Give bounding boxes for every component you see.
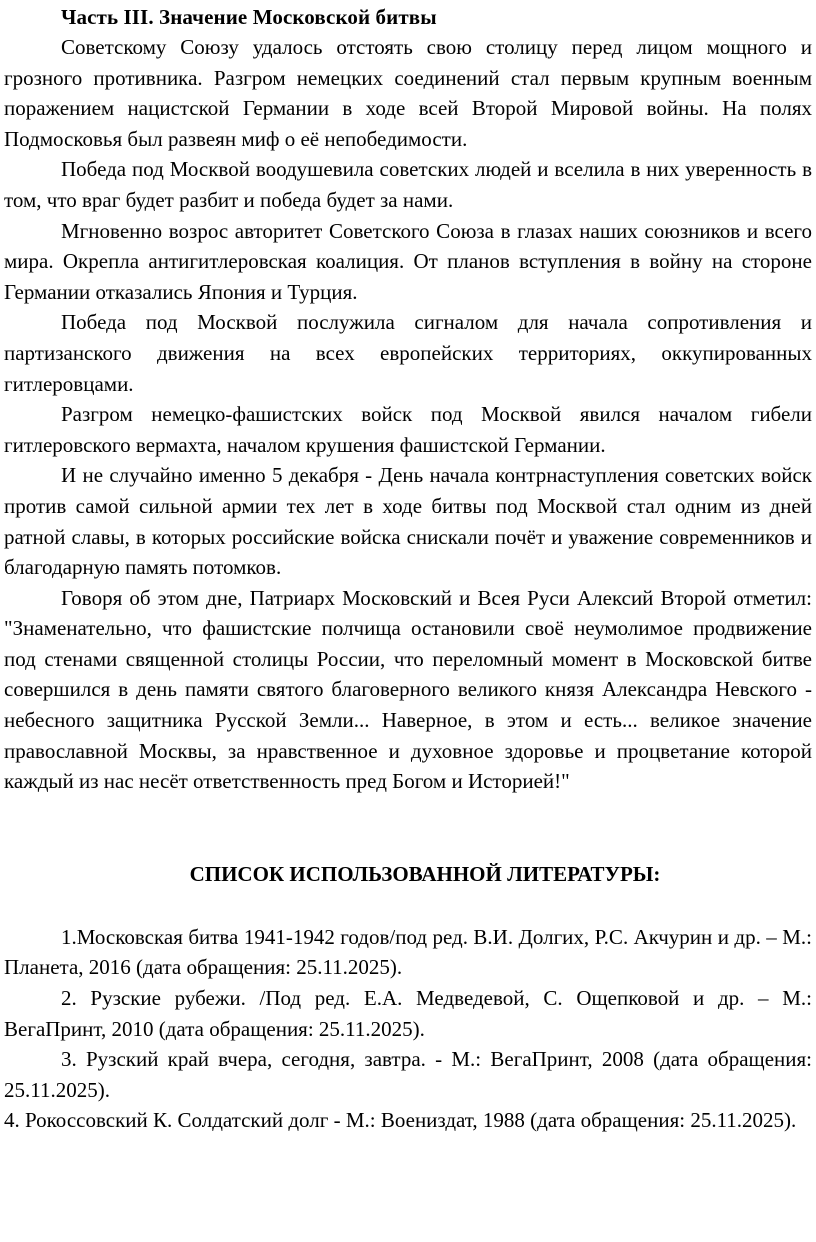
bibliography-item-4: 4. Рокоссовский К. Солдатский долг - М.: Воениздат, 1988 (дата обращения: 25.11.2025). bbox=[4, 1108, 797, 1133]
paragraph-2: Победа под Москвой воодушевила советских людей и вселила в них уверенность в том, что враг будет разбит и победа будет за нами. bbox=[4, 157, 812, 212]
bibliography-item-3: 3. Рузский край вчера, сегодня, завтра. - М.: ВегаПринт, 2008 (дата обращения: 25.11.2025). bbox=[4, 1047, 812, 1102]
bibliography-title: СПИСОК ИСПОЛЬЗОВАННОЙ ЛИТЕРАТУРЫ: bbox=[189, 861, 661, 886]
section-spacer bbox=[4, 797, 812, 859]
paragraph-7: Говоря об этом дне, Патриарх Московский и Всея Руси Алексий Второй отметил: "Знаменательно, что фашистские полчища остановили своё неумолимое продвижение под стенами священной столицы России, что переломный момент в Московской битве совершился в день памяти святого благоверного великого князя Александра Невского - небесного защитника Русской Земли... Наверное, в этом и есть... великое значение православной Москвы, за нравственное и духовное здоровье и процветание которой каждый из нас несёт ответственность пред Богом и Историей!" bbox=[4, 585, 812, 794]
paragraph-4: Победа под Москвой послужила сигналом для начала сопротивления и партизанского движения на всех европейских территориях, оккупированных гитлеровцами. bbox=[4, 310, 812, 396]
bibliography-spacer bbox=[4, 889, 812, 922]
paragraph-5: Разгром немецко-фашистских войск под Москвой явился началом гибели гитлеровского вермахта, началом крушения фашистской Германии. bbox=[4, 402, 812, 457]
paragraph-3: Мгновенно возрос авторитет Советского Союза в глазах наших союзников и всего мира. Окрепла антигитлеровская коалиция. От планов вступления в войну на стороне Германии отказались Япония и Турция. bbox=[4, 218, 812, 304]
bibliography-item-2: 2. Рузские рубежи. /Под ред. Е.А. Медведевой, С. Ощепковой и др. – М.: ВегаПринт, 2010 (дата обращения: 25.11.2025). bbox=[4, 986, 812, 1041]
bibliography-item-1: 1.Московская битва 1941-1942 годов/под ред. В.И. Долгих, Р.С. Акчурин и др. – М.: Планета, 2016 (дата обращения: 25.11.2025). bbox=[4, 924, 812, 980]
paragraph-1: Советскому Союзу удалось отстоять свою столицу перед лицом мощного и грозного противника. Разгром немецких соединений стал первым крупным военным поражением нацистской Германии в ходе всей Второй Мировой войны. На полях Подмосковья был развеян миф о её непобедимости. bbox=[4, 35, 812, 151]
paragraph-6: И не случайно именно 5 декабря - День начала контрнаступления советских войск против самой сильной армии тех лет в ходе битвы под Москвой стал одним из дней ратной славы, в которых российские войска снискали почёт и уважение современников и благодарную память потомков. bbox=[4, 463, 812, 580]
section-heading: Часть III. Значение Московской битвы bbox=[61, 5, 437, 29]
